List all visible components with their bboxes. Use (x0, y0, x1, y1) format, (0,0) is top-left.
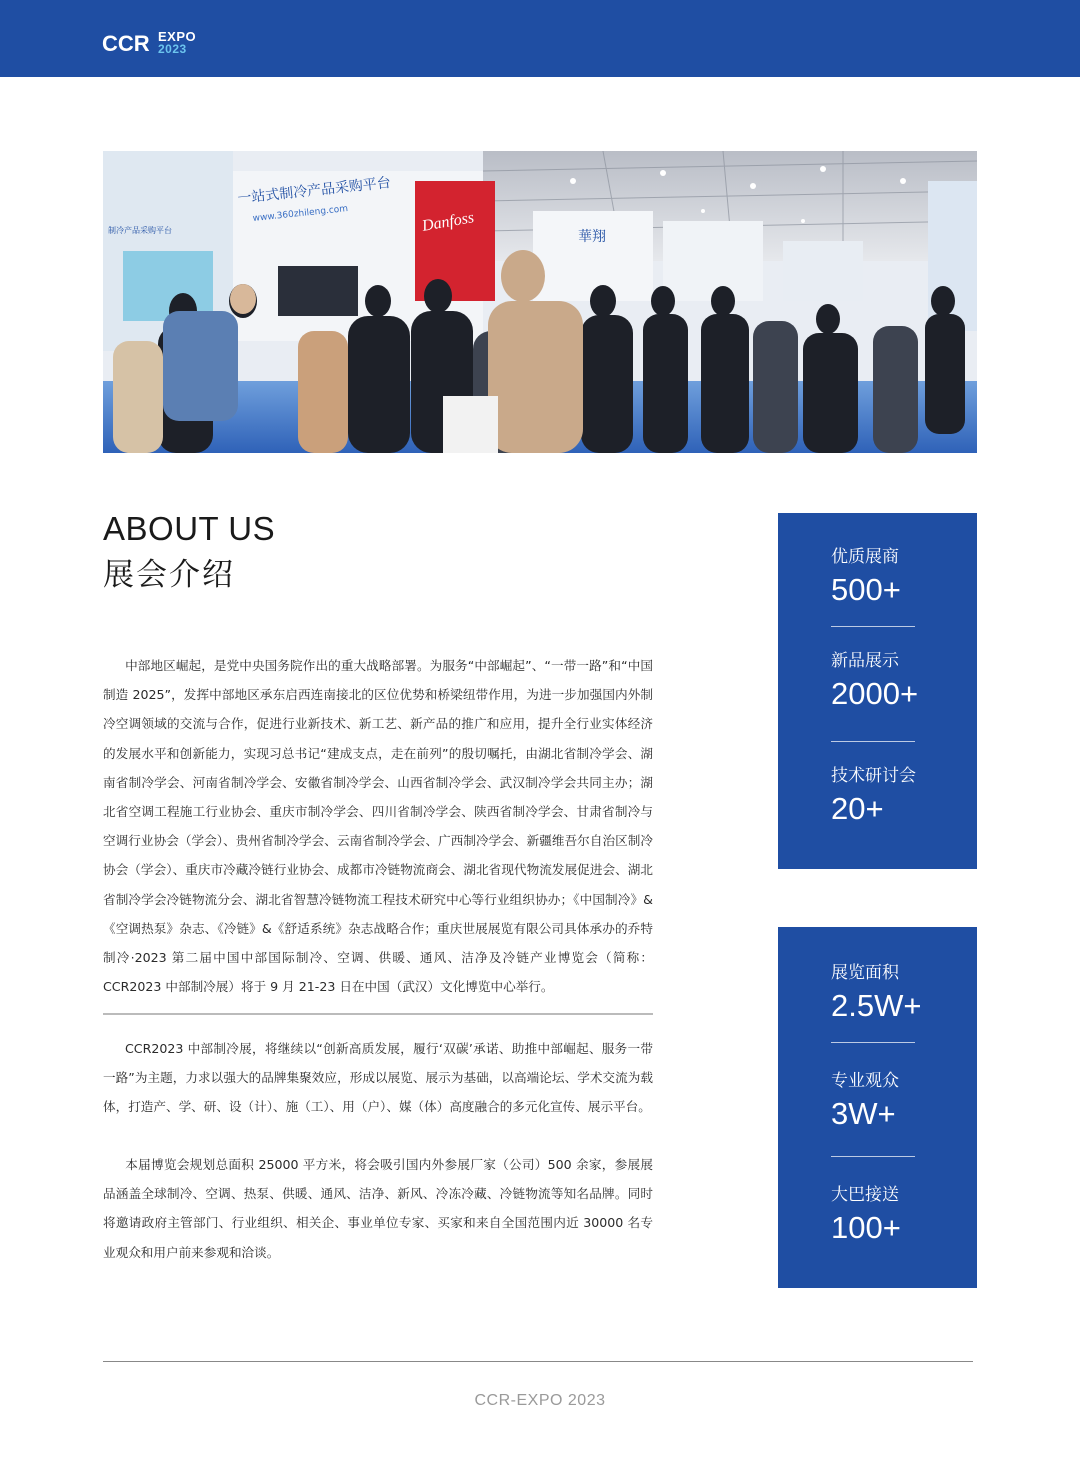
stat-value: 2000+ (831, 676, 919, 711)
svg-text:一站式制冷产品采购平台: 一站式制冷产品采购平台 (236, 174, 392, 207)
intro-paragraph-1 (103, 651, 653, 1001)
stat-label: 技术研讨会 (831, 766, 916, 786)
stat-shuttle-bus (831, 1184, 901, 1246)
stat-new-products (831, 650, 918, 712)
footer-text: CCR-EXPO 2023 (474, 1392, 606, 1409)
stat-label: 展览面积 (831, 963, 899, 983)
stat-separator (831, 1156, 915, 1157)
stat-visitors (831, 1070, 899, 1132)
exhibition-hall-photo (103, 151, 977, 453)
stat-separator (831, 741, 915, 742)
svg-text:CCR: CCR (102, 31, 150, 56)
stat-value: 2.5W+ (831, 988, 922, 1023)
intro-paragraph-1-text: 中部地区崛起，是党中央国务院作出的重大战略部署。为服务“中部崛起”、“一带一路”和“中国制造 2025”，发挥中部地区承东启西连南接北的区位优势和桥梁纽带作用，为进一步加强国内外制冷空调领域的交流与合作，促进行业新技术、新工艺、新产品的推广和应用，提升全行业实体经济的发展水平和创新能力，实现习总书记“建成支点，走在前列”的殷切嘱托，由湖北省制冷学会、湖南省制冷学会、河南省制冷学会、安徽省制冷学会、山西省制冷学会、武汉制冷学会共同主办；湖北省空调工程施工行业协会、重庆市制冷学会、四川省制冷学会、陕西省制冷学会、甘肃省制冷与空调行业协会（学会）、贵州省制冷学会、云南省制冷学会、广西制冷学会、新疆维吾尔自治区制冷协会（学会）、重庆市冷藏冷链行业协会、成都市冷链物流商会、湖北省现代物流发展促进会、湖北省制冷学会冷链物流分会、湖北省智慧冷链物流工程技术研究中心等行业组织协办；《中国制冷》&《空调热泵》杂志、《冷链》&《舒适系统》杂志战略合作；重庆世展展览有限公司具体承办的乔特制冷·2023 第二届中国中部国际制冷、空调、供暖、通风、洁净及冷链产业博览会（简称：CCR2023 中部制冷展）将于 9 月 21-23 日在中国（武汉）文化博览中心举行。 (103, 658, 653, 995)
stat-separator (831, 626, 915, 627)
stats-card-1 (778, 513, 977, 869)
title-chinese: 展会介绍 (103, 557, 235, 593)
stat-label: 优质展商 (831, 547, 899, 567)
hero-photo (103, 151, 977, 453)
footer-divider (103, 1361, 973, 1362)
stat-value: 500+ (831, 572, 901, 607)
header-bar (0, 0, 1080, 77)
svg-text:Danfoss: Danfoss (420, 209, 476, 235)
brand-logo[interactable] (102, 28, 196, 58)
intro-paragraph-2 (103, 1034, 653, 1122)
stat-separator (831, 1042, 915, 1043)
stat-label: 专业观众 (831, 1071, 899, 1091)
intro-paragraph-3-text: 本届博览会规划总面积 25000 平方米，将会吸引国内外参展厂家（公司）500 余家，参展展品涵盖全球制冷、空调、热泵、供暖、通风、洁净、新风、冷冻冷藏、冷链物流等知名品牌。同时将邀请政府主管部门、行业组织、相关企、事业单位专家、买家和来自全国范围内近 30000 名专业观众和用户前来参观和洽谈。 (103, 1157, 653, 1260)
stat-label: 新品展示 (831, 651, 899, 671)
stat-seminars (831, 765, 916, 827)
logo-text (158, 31, 196, 55)
paragraph-divider (103, 1013, 653, 1015)
logo-expo-text: EXPO (158, 29, 197, 44)
stat-exhibitors (831, 546, 901, 608)
intro-paragraph-2-text: CCR2023 中部制冷展，将继续以“创新高质发展，履行‘双碳’承诺、助推中部崛起、服务一带一路”为主题，力求以强大的品牌集聚效应，形成以展览、展示为基础，以高端论坛、学术交流为载体，打造产、学、研、设（计）、施（工）、用（户）、媒（体）高度融合的多元化宣传、展示平台。 (103, 1041, 653, 1115)
stats-card-2 (778, 927, 977, 1288)
stat-area (831, 962, 921, 1024)
stat-value: 20+ (831, 791, 884, 826)
ccr-logo-icon (102, 30, 154, 56)
svg-text:華翔: 華翔 (578, 229, 606, 245)
intro-paragraph-3 (103, 1150, 653, 1267)
stat-value: 3W+ (831, 1096, 896, 1131)
logo-year-text: 2023 (158, 42, 187, 56)
svg-text:制冷产品采购平台: 制冷产品采购平台 (108, 226, 172, 235)
stat-label: 大巴接送 (831, 1185, 899, 1205)
stat-value: 100+ (831, 1210, 901, 1245)
title-english: ABOUT US (103, 510, 276, 547)
svg-text:www.360zhileng.com: www.360zhileng.com (252, 204, 349, 224)
